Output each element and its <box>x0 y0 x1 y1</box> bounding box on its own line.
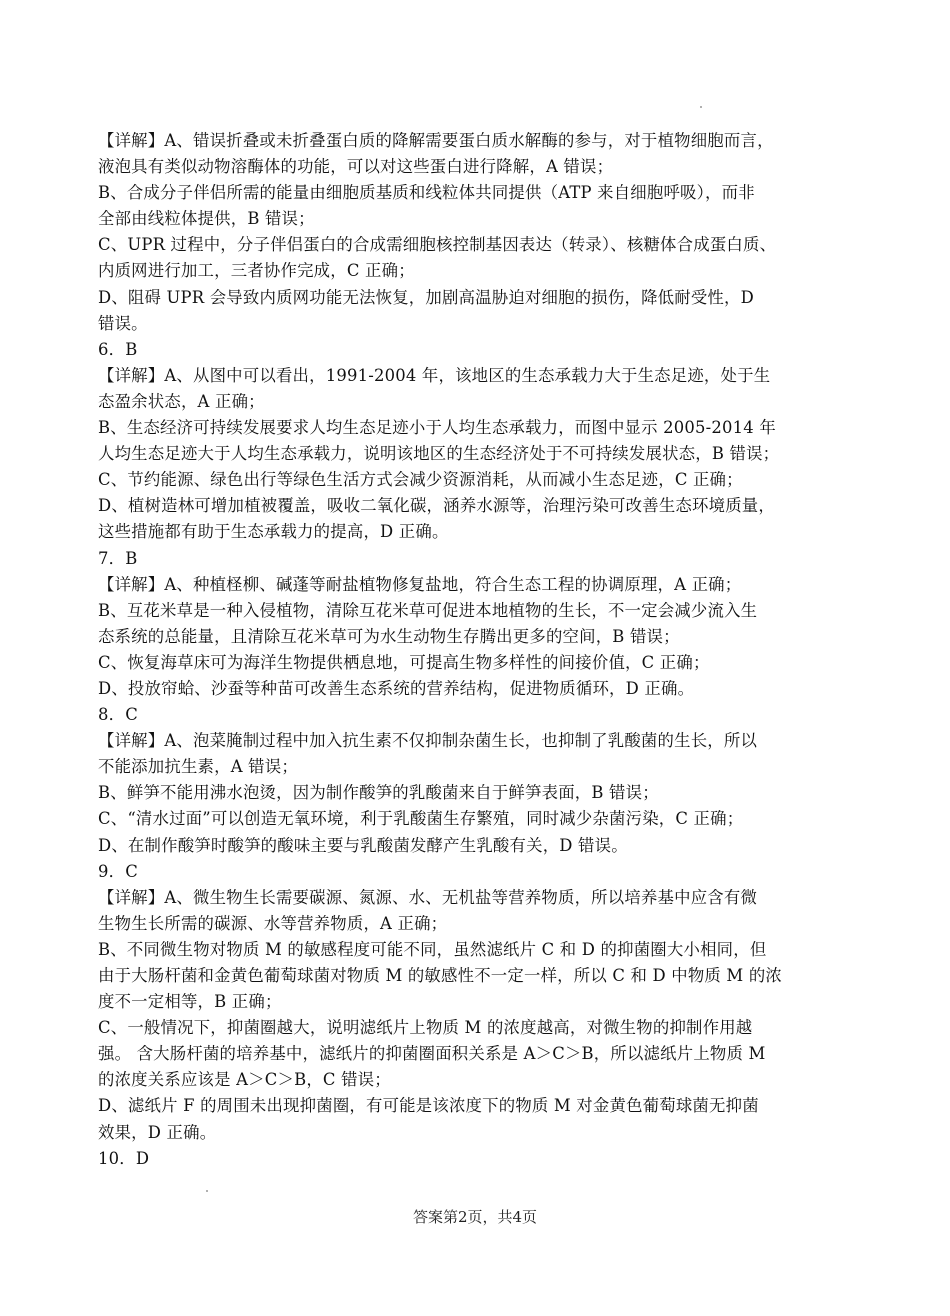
text-line: 全部由线粒体提供，B 错误； <box>98 209 315 229</box>
text-line: B、不同微生物对物质 M 的敏感程度可能不同，虽然滤纸片 C 和 D 的抑菌圈大小相同，但 <box>98 939 767 959</box>
question-number: 10．D <box>98 1148 150 1168</box>
text-line: 不能添加抗生素，A 错误； <box>98 757 298 777</box>
question-number: 6．B <box>98 339 138 359</box>
text-line: 内质网进行加工，三者协作完成，C 正确； <box>98 261 415 281</box>
text-line: 由于大肠杆菌和金黄色葡萄球菌对物质 M 的敏感性不一定一样，所以 C 和 D 中物质 M 的浓 <box>98 966 782 985</box>
page-speck-top <box>700 106 702 108</box>
question-number: 8．C <box>98 705 138 725</box>
text-line: 【详解】A、从图中可以看出，1991-2004 年，该地区的生态承载力大于生态足迹，处于生 <box>98 365 771 385</box>
text-line: D、投放帘蛤、沙蚕等种苗可改善生态系统的营养结构，促进物质循环，D 正确。 <box>98 678 695 698</box>
text-line: 态系统的总能量，且清除互花米草可为水生动物生存腾出更多的空间，B 错误； <box>98 626 680 646</box>
page-speck-bottom <box>206 1190 208 1192</box>
text-line: 【详解】A、种植柽柳、碱蓬等耐盐植物修复盐地，符合生态工程的协调原理，A 正确； <box>98 574 742 594</box>
text-line: 【详解】A、微生物生长需要碳源、氮源、水、无机盐等营养物质，所以培养基中应含有微 <box>98 887 758 907</box>
text-line: D、在制作酸笋时酸笋的酸味主要与乳酸菌发酵产生乳酸有关，D 错误。 <box>98 835 628 855</box>
text-line: 错误。 <box>98 313 148 333</box>
text-line: 态盈余状态，A 正确； <box>98 391 265 411</box>
text-line: 这些措施都有助于生态承载力的提高，D 正确。 <box>98 522 449 542</box>
text-line: B、合成分子伴侣所需的能量由细胞质基质和线粒体共同提供（ATP 来自细胞呼吸），而非 <box>98 183 755 203</box>
text-line: 度不一定相等，B 正确； <box>98 992 282 1012</box>
text-line: C、恢复海草床可为海洋生物提供栖息地，可提高生物多样性的间接价值，C 正确； <box>98 652 710 672</box>
text-line: B、生态经济可持续发展要求人均生态足迹小于人均生态承载力，而图中显示 2005-2014 年 <box>98 418 776 438</box>
answer-text <box>98 128 858 1172</box>
text-line: 【详解】A、泡菜腌制过程中加入抗生素不仅抑制杂菌生长，也抑制了乳酸菌的生长，所以 <box>98 731 758 751</box>
text-line: D、滤纸片 F 的周围未出现抑菌圈，有可能是该浓度下的物质 M 对金黄色葡萄球菌无抑菌 <box>98 1096 759 1116</box>
text-line: 效果，D 正确。 <box>98 1122 217 1142</box>
text-line: B、鲜笋不能用沸水泡烫，因为制作酸笋的乳酸菌来自于鲜笋表面，B 错误； <box>98 783 659 803</box>
text-line: 的浓度关系应该是 A＞C＞B，C 错误； <box>98 1070 391 1090</box>
text-line: D、植树造林可增加植被覆盖，吸收二氧化碳，涵养水源等，治理污染可改善生态环境质量， <box>98 496 775 516</box>
text-line: C、一般情况下，抑菌圈越大，说明滤纸片上物质 M 的浓度越高，对微生物的抑制作用越 <box>98 1018 753 1038</box>
text-line: C、“清水过面”可以创造无氧环境，利于乳酸菌生存繁殖，同时减少杂菌污染，C 正确； <box>98 809 744 829</box>
page-footer: 答案第2页，共4页 <box>412 1208 538 1226</box>
text-line: D、阻碍 UPR 会导致内质网功能无法恢复，加剧高温胁迫对细胞的损伤，降低耐受性，D <box>98 287 754 307</box>
question-number: 9．C <box>98 861 138 881</box>
text-line: C、UPR 过程中，分子伴侣蛋白的合成需细胞核控制基因表达（转录）、核糖体合成蛋白质、 <box>98 235 777 255</box>
question-number: 7．B <box>98 548 138 568</box>
text-line: 【详解】A、错误折叠或未折叠蛋白质的降解需要蛋白质水解酶的参与，对于植物细胞而言， <box>98 131 774 150</box>
text-line: 强。 含大肠杆菌的培养基中，滤纸片的抑菌圈面积关系是 A＞C＞B，所以滤纸片上物质 M <box>98 1044 766 1064</box>
text-line: B、互花米草是一种入侵植物，清除互花米草可促进本地植物的生长，不一定会减少流入生 <box>98 600 758 620</box>
text-line: C、节约能源、绿色出行等绿色生活方式会减少资源消耗，从而减小生态足迹，C 正确； <box>98 470 743 490</box>
text-line: 人均生态足迹大于人均生态承载力，说明该地区的生态经济处于不可持续发展状态，B 错误； <box>98 444 780 464</box>
text-line: 液泡具有类似动物溶酶体的功能，可以对这些蛋白进行降解，A 错误； <box>98 157 614 177</box>
text-line: 生物生长所需的碳源、水等营养物质，A 正确； <box>98 913 448 933</box>
